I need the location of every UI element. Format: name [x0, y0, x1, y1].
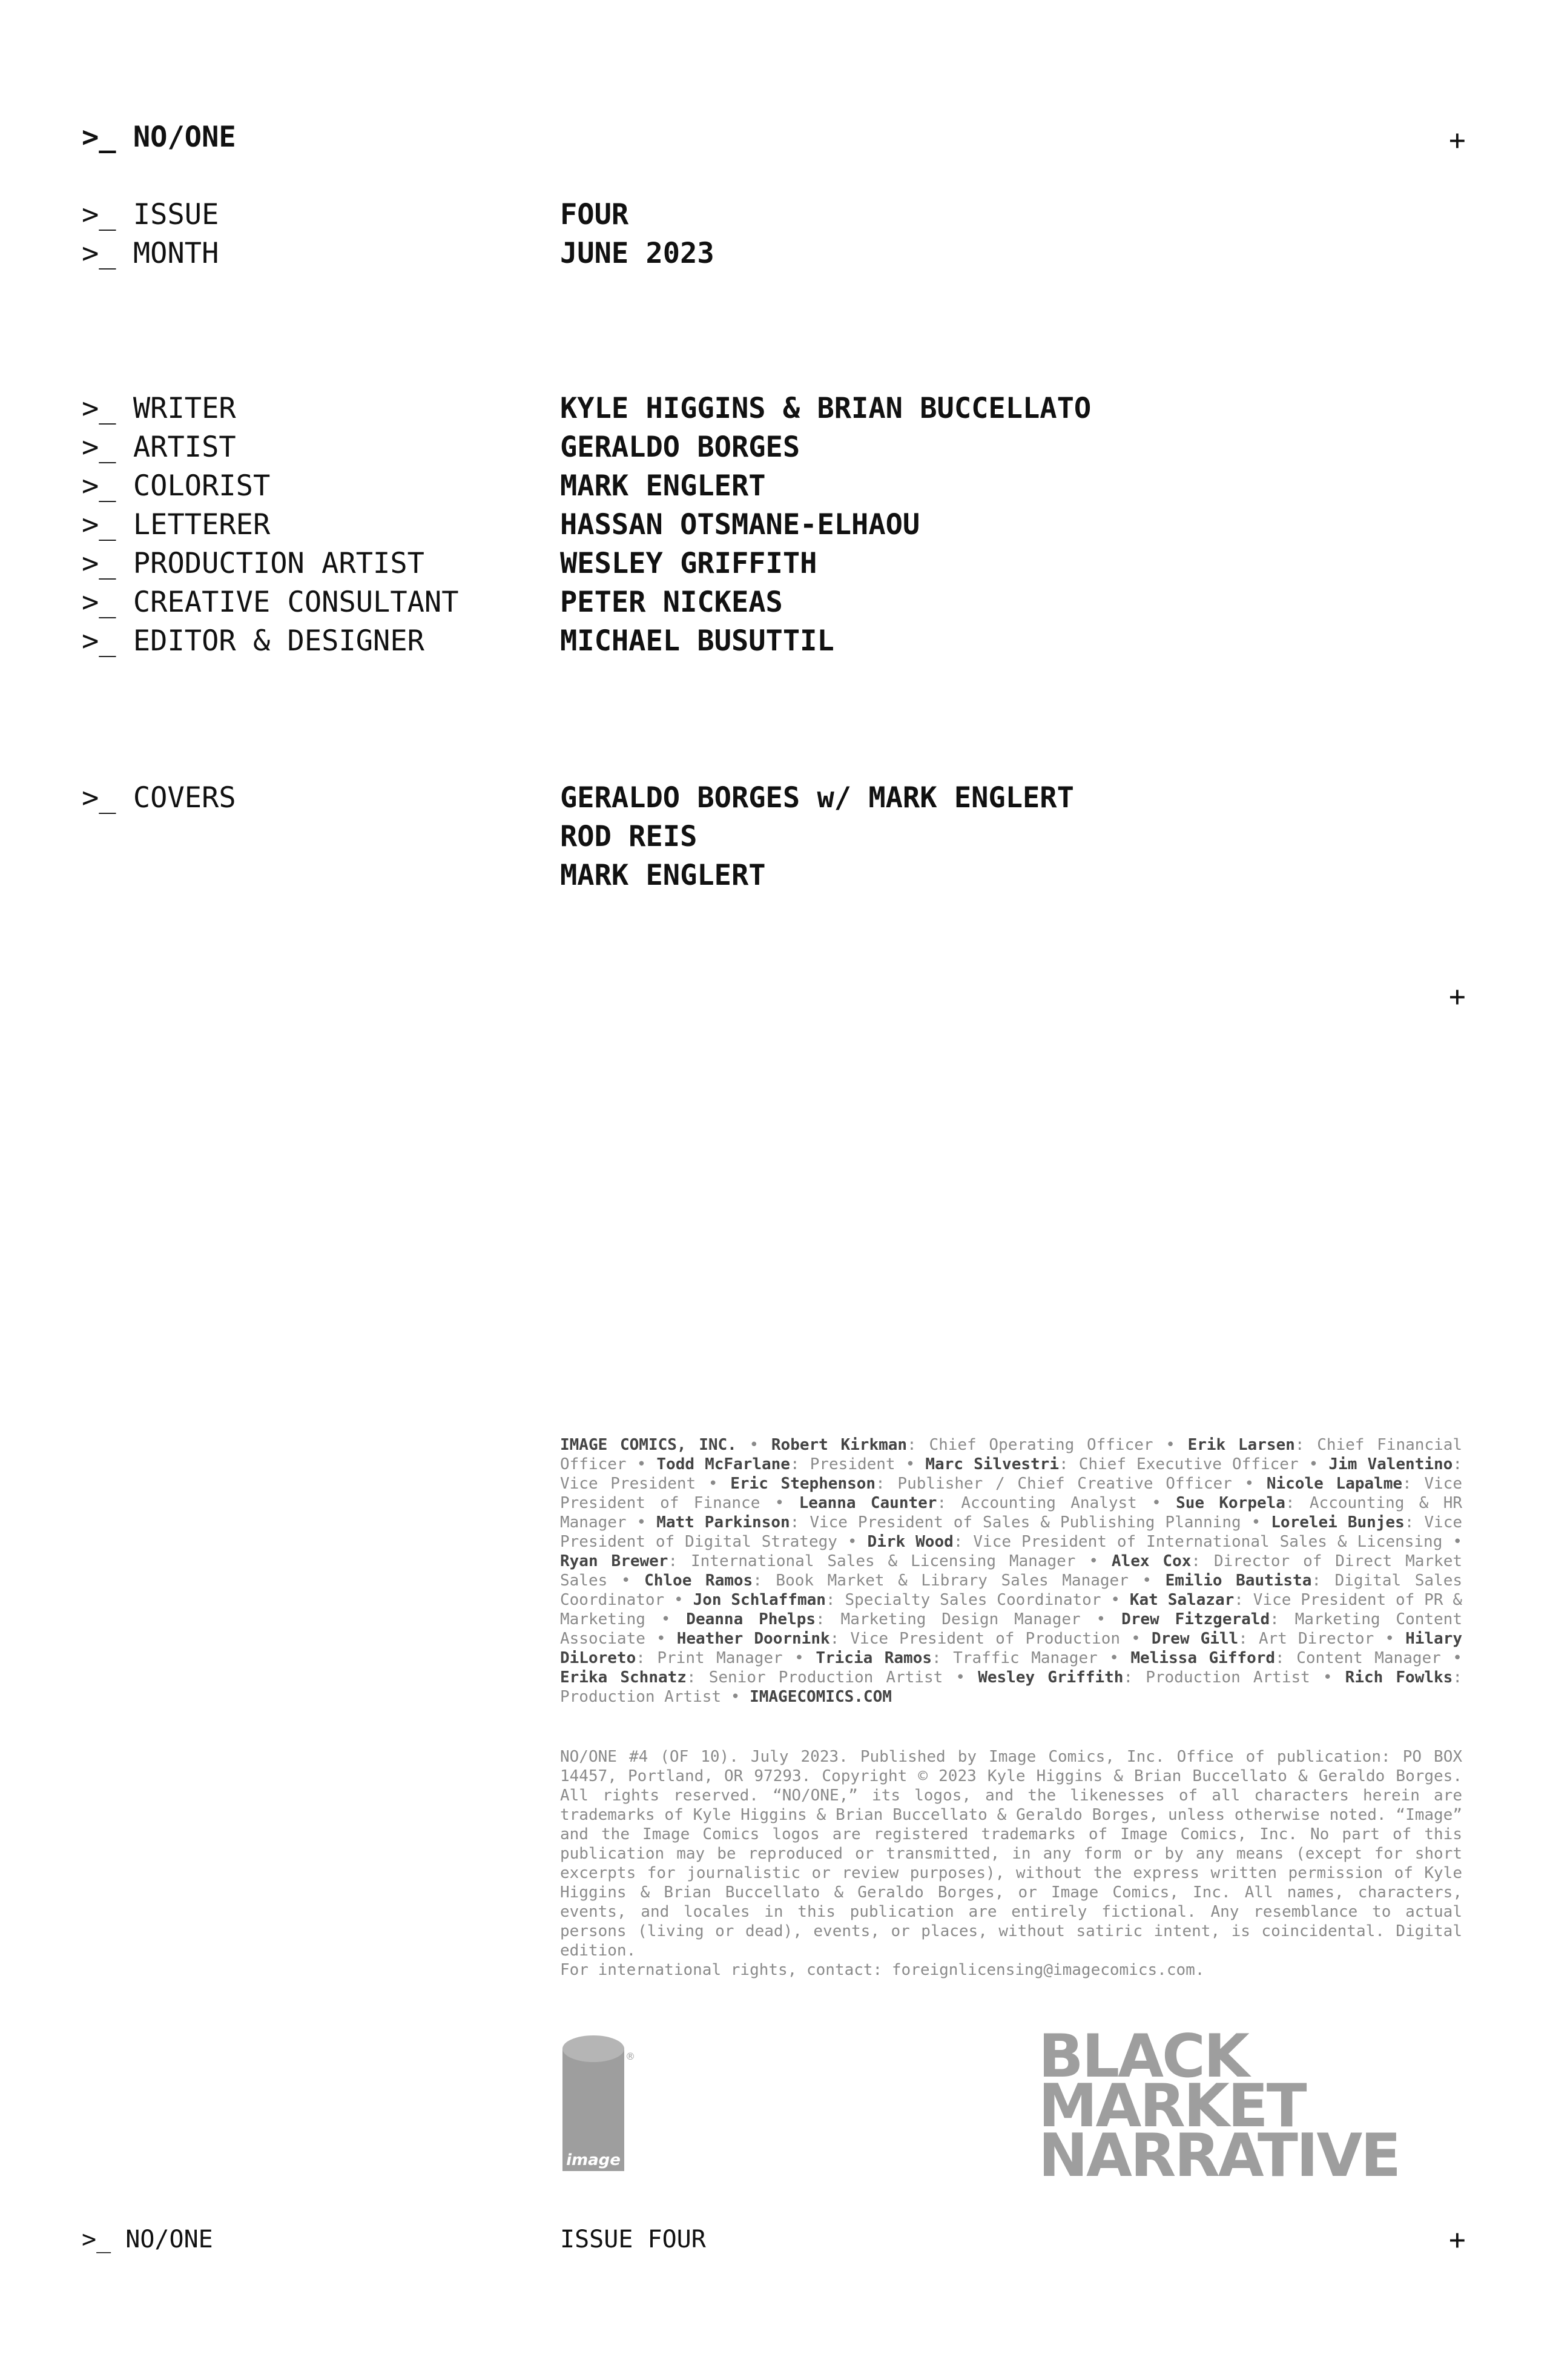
company-name: IMAGE COMICS, INC. [560, 1436, 737, 1454]
colorist-label: >_ COLORIST [82, 469, 271, 503]
staff-name: Erika Schnatz [560, 1668, 687, 1687]
letterer-value: HASSAN OTSMANE-ELHAOU [560, 508, 920, 541]
staff-role: Production Artist [1146, 1668, 1310, 1687]
staff-entries: • Robert Kirkman: Chief Operating Officer • Erik Larsen: Chief Financial Officer • Todd McFarlane: President • Marc Silvestri: Chief Executive Officer • Jim Valentino: Vice President • Eric Stephenson: Publisher / Chief Creative Officer • Nicole Lapalme: Vice President of Finance • Leanna Caunter: Accounting Analyst • Sue Korpela: Accounting & HR Manager • Matt Parkinson: Vice President of Sales & Publishing Planning • Lorelei Bunjes: Vice President of Digital Strategy • Dirk Wood: Vice President of International Sales & Licensing • Ryan Brewer: International Sales & Licensing Manager • Alex Cox: Director of Direct Market Sales • Chloe Ramos: Book Market & Library Sales Manager • Emilio Bautista: Digital Sales Coordinator • Jon Schlaffman: Specialty Sales Coordinator • Kat Salazar: Vice President of PR & Marketing • Deanna Phelps: Marketing Design Manager • Drew Fitzgerald: Marketing Content Associate • Heather Doornink: Vice President of Production • Drew Gill: Art Director • Hilary DiLoreto: Print Manager • Tricia Ramos: Traffic Manager • Melissa Gifford: Content Manager • Erika Schnatz: Senior Production Artist • Wesley Griffith: Production Artist • Rich Fowlks: Production Artist [560, 1436, 1463, 1706]
staff-role: Chief Operating Officer [929, 1436, 1153, 1454]
staff-name: Alex Cox [1111, 1552, 1192, 1570]
corner-plus-bottom: + [1449, 2223, 1466, 2256]
staff-name: Todd McFarlane [656, 1455, 790, 1473]
staff-name: Drew Fitzgerald [1121, 1610, 1270, 1628]
staff-role: Vice President of Finance [560, 1475, 1462, 1512]
staff-role: President [810, 1455, 895, 1473]
staff-name: Eric Stephenson [730, 1475, 876, 1493]
staff-name: Erik Larsen [1187, 1436, 1295, 1454]
staff-role: Art Director [1258, 1630, 1374, 1648]
cover-artist-2: ROD REIS [560, 820, 698, 853]
month-value: JUNE 2023 [560, 237, 714, 270]
staff-role: Vice President of International Sales & Licensing [973, 1533, 1443, 1551]
staff-role: Chief Executive Officer [1078, 1455, 1299, 1473]
legal-notice-text: NO/ONE #4 (OF 10). July 2023. Published by Image Comics, Inc. Office of publication: PO BOX 14457, Portland, OR 97293. Copyright © 2023 Kyle Higgins & Brian Buccellato & Geraldo Borges. All rights reserved. “NO/ONE,” its logos, and the likenesses of all characters herein are trademarks of Kyle Higgins & Brian Buccellato & Geraldo Borges, unless otherwise noted. “Image” and the Image Comics logos are registered trademarks of Image Comics, Inc. No part of this publication may be reproduced or transmitted, in any form or by any means (except for short excerpts for journalistic or review purposes), without the express written permission of Kyle Higgins & Brian Buccellato & Geraldo Borges, or Image Comics, Inc. All names, characters, events, and locales in this publication are entirely fictional. Any resemblance to actual persons (living or dead), events, or places, without satiric intent, is coincidental. Digital edition. [560, 1748, 1462, 1960]
staff-name: Rich Fowlks [1345, 1668, 1453, 1687]
book-title: >_ NO/ONE [82, 121, 236, 154]
registered-mark: ® [625, 2051, 635, 2062]
staff-role: Print Manager [657, 1649, 783, 1667]
staff-role: Director of Direct Market Sales [560, 1552, 1463, 1590]
production-artist-value: WESLEY GRIFFITH [560, 547, 817, 580]
staff-role: Traffic Manager [953, 1649, 1098, 1667]
footer-title: >_ NO/ONE [82, 2226, 213, 2253]
rights-contact: For international rights, contact: foreignlicensing@imagecomics.com. [560, 1961, 1205, 1979]
bmn-line-1: BLACK [1038, 2022, 1248, 2091]
publisher-website: IMAGECOMICS.COM [750, 1688, 892, 1706]
corner-plus-middle: + [1449, 980, 1466, 1013]
covers-label: >_ COVERS [82, 781, 236, 815]
staff-role: Vice President of Production [850, 1630, 1121, 1648]
issue-value: FOUR [560, 198, 629, 231]
staff-role: Vice President of PR & Marketing [560, 1591, 1462, 1628]
staff-role: Accounting Analyst [961, 1494, 1137, 1512]
artist-label: >_ ARTIST [82, 431, 236, 464]
corner-plus-top: + [1449, 124, 1466, 156]
staff-role: Production Artist [560, 1688, 722, 1706]
staff-role: Digital Sales Coordinator [560, 1572, 1463, 1609]
staff-name: Jon Schlaffman [693, 1591, 826, 1609]
month-label: >_ MONTH [82, 237, 219, 270]
staff-name: Melissa Gifford [1130, 1649, 1276, 1667]
creative-consultant-value: PETER NICKEAS [560, 586, 783, 619]
staff-name: Leanna Caunter [799, 1494, 937, 1512]
staff-name: Matt Parkinson [656, 1513, 790, 1532]
staff-role: Vice President [560, 1475, 696, 1493]
staff-role: Senior Production Artist [708, 1668, 943, 1687]
cover-artist-3: MARK ENGLERT [560, 859, 766, 892]
staff-name: Drew Gill [1151, 1630, 1239, 1648]
editor-designer-label: >_ EDITOR & DESIGNER [82, 624, 424, 658]
cover-artist-1: GERALDO BORGES w/ MARK ENGLERT [560, 781, 1074, 815]
staff-name: Dirk Wood [867, 1533, 954, 1551]
staff-role: Book Market & Library Sales Manager [776, 1572, 1129, 1590]
staff-name: Marc Silvestri [925, 1455, 1059, 1473]
colorist-value: MARK ENGLERT [560, 469, 766, 503]
bmn-line-2: MARKET [1038, 2072, 1305, 2141]
staff-role: Vice President of Sales & Publishing Planning [810, 1513, 1241, 1532]
staff-role: Specialty Sales Coordinator [845, 1591, 1101, 1609]
legal-notice [560, 1747, 1462, 1980]
staff-name: Emilio Bautista [1165, 1572, 1312, 1590]
staff-role: Marketing Design Manager [840, 1610, 1081, 1628]
staff-role: Content Manager [1296, 1649, 1441, 1667]
letterer-label: >_ LETTERER [82, 508, 271, 541]
staff-name: Sue Korpela [1176, 1494, 1285, 1512]
staff-name: Ryan Brewer [560, 1552, 668, 1570]
writer-value: KYLE HIGGINS & BRIAN BUCCELLATO [560, 392, 1092, 425]
staff-role: Publisher / Chief Creative Officer [897, 1475, 1232, 1493]
staff-name: Kat Salazar [1129, 1591, 1235, 1609]
staff-role: International Sales & Licensing Manager [691, 1552, 1076, 1570]
staff-name: Chloe Ramos [644, 1572, 753, 1590]
editor-designer-value: MICHAEL BUSUTTIL [560, 624, 834, 658]
staff-role: Accounting & HR Manager [560, 1494, 1463, 1532]
staff-name: Hilary DiLoreto [560, 1630, 1462, 1667]
writer-label: >_ WRITER [82, 392, 236, 425]
bmn-line-3: NARRATIVE [1038, 2121, 1400, 2190]
staff-role: Vice President of Digital Strategy [560, 1513, 1463, 1551]
staff-name: Deanna Phelps [686, 1610, 816, 1628]
staff-name: Lorelei Bunjes [1271, 1513, 1405, 1532]
staff-name: Heather Doornink [676, 1630, 830, 1648]
production-artist-label: >_ PRODUCTION ARTIST [82, 547, 424, 580]
image-logo-text: image [566, 2151, 621, 2169]
black-market-narrative-logo [1038, 2022, 1462, 2190]
staff-name: Jim Valentino [1328, 1455, 1453, 1473]
issue-label: >_ ISSUE [82, 198, 219, 231]
artist-value: GERALDO BORGES [560, 431, 800, 464]
publisher-staff-list: IMAGE COMICS, INC. • Robert Kirkman: Chief Operating Officer • Erik Larsen: Chief Financial Officer • Todd McFarlane: President • Marc Silvestri: Chief Executive Officer • Jim Valentino: Vice President • Eric Stephenson: Publisher / Chief Creative Officer • Nicole Lapalme: Vice President of Finance • Leanna Caunter: Accounting Analyst • Sue Korpela: Accounting & HR Manager • Matt Parkinson: Vice President of Sales & Publishing Planning • Lorelei Bunjes: Vice President of Digital Strategy • Dirk Wood: Vice President of International Sales & Licensing • Ryan Brewer: International Sales & Licensing Manager • Alex Cox: Director of Direct Market Sales • Chloe Ramos: Book Market & Library Sales Manager • Emilio Bautista: Digital Sales Coordinator • Jon Schlaffman: Specialty Sales Coordinator • Kat Salazar: Vice President of PR & Marketing • Deanna Phelps: Marketing Design Manager • Drew Fitzgerald: Marketing Content Associate • Heather Doornink: Vice President of Production • Drew Gill: Art Director • Hilary DiLoreto: Print Manager • Tricia Ramos: Traffic Manager • Melissa Gifford: Content Manager • Erika Schnatz: Senior Production Artist • Wesley Griffith: Production Artist • Rich Fowlks: Production Artist • IMAGECOMICS.COM [560, 1436, 1463, 1706]
staff-name: Wesley Griffith [978, 1668, 1124, 1687]
staff-name: Tricia Ramos [816, 1649, 932, 1667]
staff-name: Robert Kirkman [771, 1436, 908, 1454]
image-comics-logo [560, 2032, 635, 2177]
staff-role: Chief Financial Officer [560, 1436, 1463, 1473]
staff-name: Nicole Lapalme [1266, 1475, 1403, 1493]
creative-consultant-label: >_ CREATIVE CONSULTANT [82, 586, 459, 619]
footer-issue: ISSUE FOUR [560, 2226, 706, 2253]
staff-role: Marketing Content Associate [560, 1610, 1462, 1648]
